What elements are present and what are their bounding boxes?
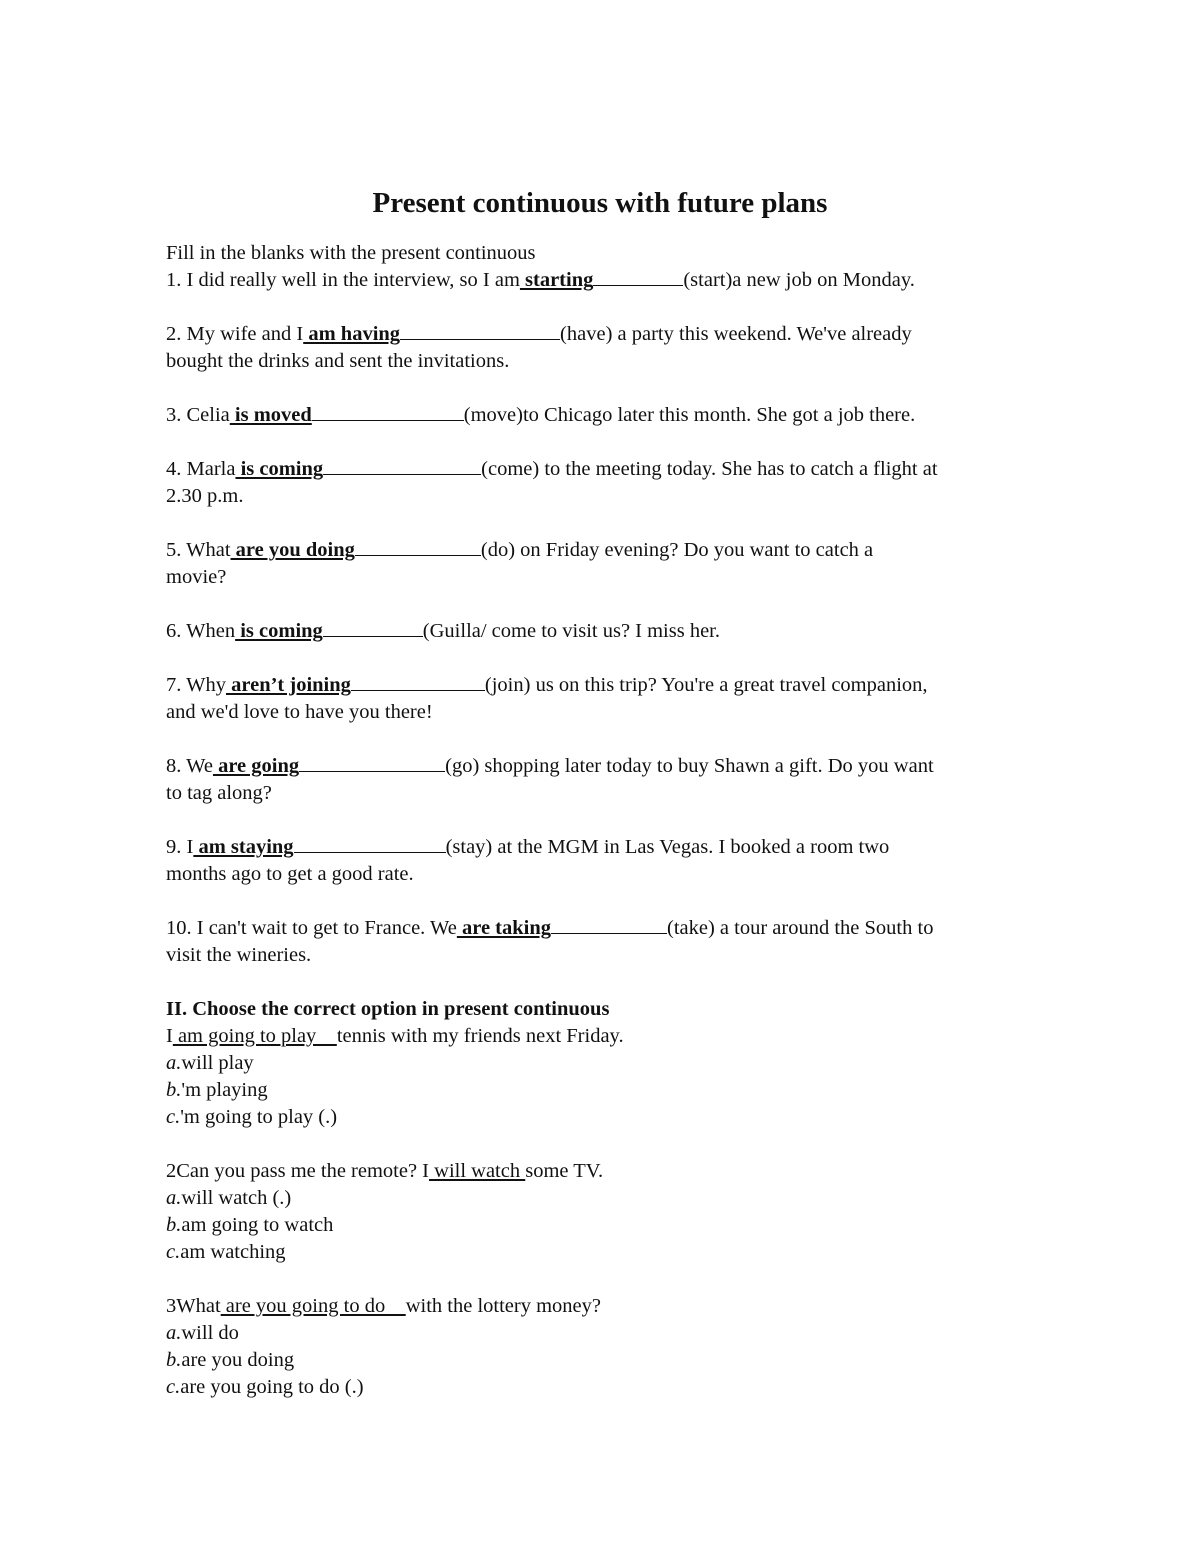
answer-blank[interactable]: is moved [229, 404, 312, 426]
question-text-before: Why [186, 674, 226, 696]
answer-blank[interactable]: is coming [235, 458, 324, 480]
question-text-before: I can't wait to get to France. We [196, 917, 457, 939]
question-10-continued: visit the wineries. [166, 944, 312, 966]
question-text-after: (go) shopping later today to buy Shawn a gift. Do you want [445, 755, 934, 777]
question-3 [166, 402, 1046, 429]
question-text-before: We [186, 755, 213, 777]
answer-blank[interactable]: are taking [456, 917, 552, 939]
option-letter: b. [166, 1079, 182, 1101]
blank-line [323, 618, 423, 637]
question-text-after: (have) a party this weekend. We've already [560, 323, 912, 345]
option-c[interactable] [166, 1104, 1046, 1131]
option-b[interactable] [166, 1212, 1046, 1239]
option-letter: c. [166, 1106, 181, 1128]
question-1 [166, 267, 1046, 294]
question-number: 9. [166, 836, 182, 858]
question-number: 5. [166, 539, 182, 561]
blank-line [299, 753, 445, 772]
answer-blank[interactable]: will watch [429, 1160, 526, 1182]
question-4 [166, 456, 1046, 483]
choice-question-3 [166, 1293, 1046, 1320]
question-text-after: with the lottery money? [405, 1295, 601, 1317]
question-5 [166, 537, 1046, 564]
question-text-before: When [186, 620, 236, 642]
option-letter: b. [166, 1349, 182, 1371]
option-text: are you doing [181, 1349, 295, 1371]
option-text: 'm playing [181, 1079, 268, 1101]
answer-blank[interactable]: aren’t joining [226, 674, 351, 696]
question-text-after: tennis with my friends next Friday. [336, 1025, 624, 1047]
question-8-continued: to tag along? [166, 782, 272, 804]
question-text-before: I [166, 1025, 173, 1047]
blank-line [294, 834, 446, 853]
option-text: am going to watch [181, 1214, 334, 1236]
question-text-before: I did really well in the interview, so I am [186, 269, 520, 291]
instruction: Fill in the blanks with the present continuous [166, 242, 536, 264]
question-text-after: (do) on Friday evening? Do you want to catch a [480, 539, 874, 561]
question-text-after: (Guilla/ come to visit us? I miss her. [422, 620, 721, 642]
question-text-after: (take) a tour around the South to [667, 917, 934, 939]
question-text-before: 2Can you pass me the remote? I [166, 1160, 430, 1182]
question-number: 10. [166, 917, 192, 939]
answer-blank[interactable]: are going [212, 755, 300, 777]
question-text-before: What [186, 539, 231, 561]
question-5-continued: movie? [166, 566, 227, 588]
answer-blank[interactable]: starting [519, 269, 594, 291]
option-a[interactable] [166, 1185, 1046, 1212]
option-b[interactable] [166, 1077, 1046, 1104]
option-letter: a. [166, 1052, 182, 1074]
question-number: 7. [166, 674, 182, 696]
question-text-after: (start)a new job on Monday. [683, 269, 915, 291]
question-text-after: (join) us on this trip? You're a great travel companion, [484, 674, 928, 696]
choice-question-1 [166, 1023, 1046, 1050]
question-2 [166, 321, 1046, 348]
question-number: 8. [166, 755, 182, 777]
option-text: will watch (.) [181, 1187, 292, 1209]
question-text-after: (come) to the meeting today. She has to catch a flight at [481, 458, 938, 480]
option-text: am watching [180, 1241, 286, 1263]
question-7 [166, 672, 1046, 699]
question-10 [166, 915, 1046, 942]
blank-line [312, 402, 464, 421]
blank-line [355, 537, 481, 556]
blank-line [351, 672, 485, 691]
option-letter: c. [166, 1376, 181, 1398]
option-letter: a. [166, 1187, 182, 1209]
question-number: 6. [166, 620, 182, 642]
question-number: 1. [166, 269, 182, 291]
answer-blank[interactable]: is coming [235, 620, 323, 642]
option-text: 'm going to play (.) [180, 1106, 338, 1128]
question-9 [166, 834, 1046, 861]
option-a[interactable] [166, 1050, 1046, 1077]
section-2-heading: II. Choose the correct option in present continuous [166, 998, 610, 1020]
option-a[interactable] [166, 1320, 1046, 1347]
answer-blank[interactable]: are you doing [230, 539, 355, 561]
blank-line [593, 267, 683, 286]
question-text-before: My wife and I [186, 323, 304, 345]
option-c[interactable] [166, 1239, 1046, 1266]
option-b[interactable] [166, 1347, 1046, 1374]
blank-line [400, 321, 560, 340]
question-7-continued: and we'd love to have you there! [166, 701, 433, 723]
question-text-before: Celia [186, 404, 230, 426]
option-letter: b. [166, 1214, 182, 1236]
question-text-after: (move)to Chicago later this month. She got a job there. [463, 404, 916, 426]
question-9-continued: months ago to get a good rate. [166, 863, 414, 885]
answer-blank[interactable]: are you going to do [220, 1295, 406, 1317]
worksheet-body [166, 240, 1046, 1401]
option-c[interactable] [166, 1374, 1046, 1401]
question-text-after: some TV. [525, 1160, 604, 1182]
answer-blank[interactable]: am staying [193, 836, 294, 858]
question-4-continued: 2.30 p.m. [166, 485, 244, 507]
choice-question-2 [166, 1158, 1046, 1185]
option-text: will do [181, 1322, 239, 1344]
option-letter: a. [166, 1322, 182, 1344]
question-number: 3. [166, 404, 182, 426]
question-6 [166, 618, 1046, 645]
question-8 [166, 753, 1046, 780]
question-2-continued: bought the drinks and sent the invitations. [166, 350, 510, 372]
question-text-before: Marla [186, 458, 236, 480]
question-text-before: I [186, 836, 194, 858]
option-letter: c. [166, 1241, 181, 1263]
question-number: 2. [166, 323, 182, 345]
answer-blank[interactable]: am having [303, 323, 401, 345]
question-text-before: 3What [166, 1295, 221, 1317]
blank-line [323, 456, 481, 475]
page-title: Present continuous with future plans [372, 187, 828, 219]
blank-line [551, 915, 667, 934]
option-text: are you going to do (.) [180, 1376, 364, 1398]
question-text-after: (stay) at the MGM in Las Vegas. I booked a room two [445, 836, 890, 858]
answer-blank[interactable]: am going to play [172, 1025, 337, 1047]
option-text: will play [181, 1052, 254, 1074]
question-number: 4. [166, 458, 182, 480]
